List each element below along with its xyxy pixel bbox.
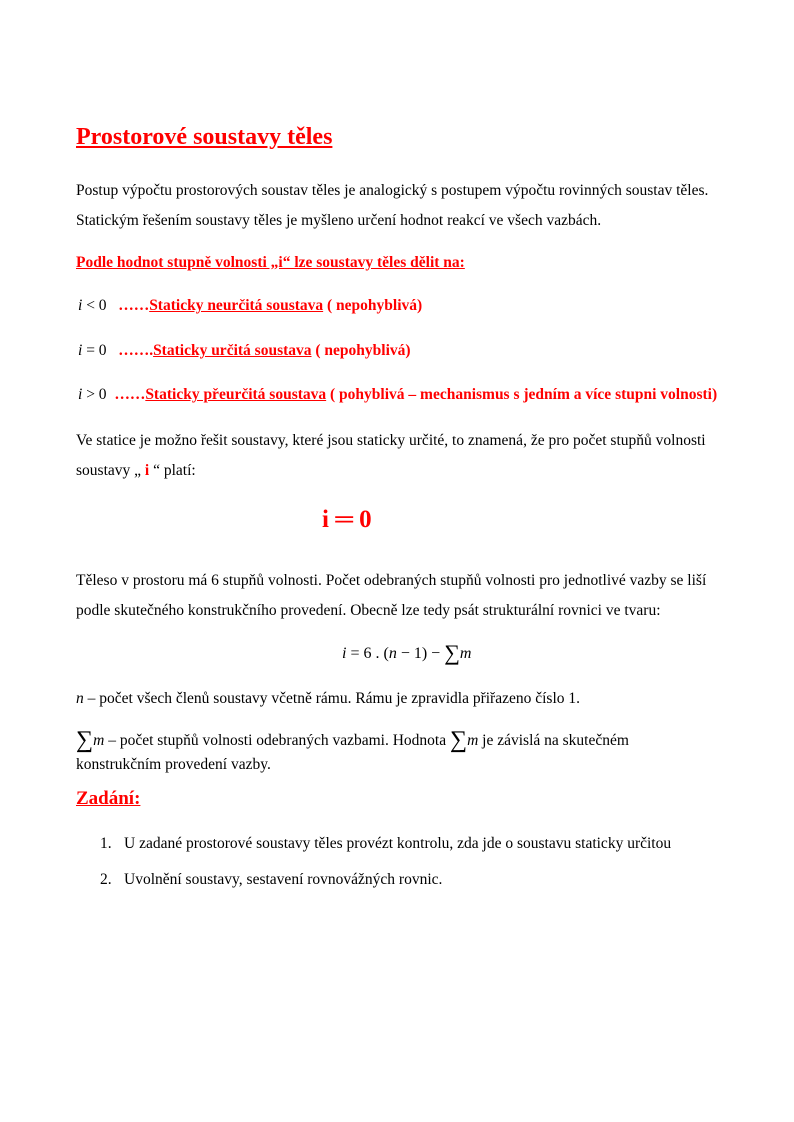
- case-description: ( nepohyblivá): [311, 342, 411, 359]
- dof-line-2: podle skutečného konstrukčního provedení. Obecně lze tedy psát strukturální rovnici ve tvaru:: [76, 602, 661, 619]
- definition-variable: n: [76, 690, 84, 707]
- definition-text: – počet všech členů soustavy včetně rámu. Rámu je zpravidla přiřazeno číslo 1.: [83, 690, 581, 707]
- formula-text: − 1) −: [396, 645, 445, 662]
- statics-variable: i: [144, 462, 150, 479]
- case-description: ( nepohyblivá): [323, 297, 423, 314]
- intro-paragraph: [76, 176, 708, 236]
- case-dots: ……: [118, 297, 150, 314]
- definition-text: je závislá na skutečném: [478, 732, 629, 749]
- dof-paragraph: [76, 566, 706, 626]
- definition-m-line-2: konstrukčním provedení vazby.: [76, 756, 271, 773]
- case-relation: < 0: [82, 297, 107, 314]
- definition-n: [76, 690, 580, 708]
- case-dots: ……: [114, 386, 146, 403]
- case-description: ( pohyblivá – mechanismus s jedním a více stupni volnosti): [326, 386, 718, 403]
- definition-variable: m: [467, 732, 479, 749]
- statics-line-2: [76, 456, 706, 486]
- task-item: [100, 835, 671, 853]
- case-condition: [78, 386, 107, 403]
- formula-m: m: [459, 645, 472, 662]
- task-text: Uvolnění soustavy, sestavení rovnovážných rovnic.: [124, 871, 443, 888]
- condition-variable: i: [322, 506, 329, 533]
- case-term: Staticky neurčitá soustava: [149, 297, 324, 314]
- case-dots: …….: [118, 342, 154, 359]
- formula-text: = 6 . (: [346, 645, 389, 662]
- intro-line-1: Postup výpočtu prostorových soustav těles je analogický s postupem výpočtu rovinných soustav těles.: [76, 182, 709, 199]
- task-number: 1.: [100, 835, 112, 852]
- statics-line-1: Ve statice je možno řešit soustavy, které jsou staticky určité, to znamená, že pro počet stupňů volnosti: [76, 432, 706, 449]
- determinacy-condition: [322, 506, 372, 534]
- condition-operator: ═: [335, 506, 353, 533]
- intro-line-2: Statickým řešením soustavy těles je myšleno určení hodnot reakcí ve všech vazbách.: [76, 212, 602, 229]
- formula-n: n: [388, 645, 397, 662]
- statics-text: “ platí:: [149, 462, 196, 479]
- case-variable: i: [78, 297, 83, 314]
- structural-equation: [342, 640, 471, 666]
- case-variable: i: [78, 386, 83, 403]
- case-relation: > 0: [82, 386, 107, 403]
- sigma-symbol: ∑: [76, 727, 94, 753]
- case-condition: [78, 297, 107, 314]
- definition-text: – počet stupňů volnosti odebraných vazbami. Hodnota: [104, 732, 450, 749]
- definition-m-line-1: [76, 728, 629, 753]
- statics-text: soustavy „: [76, 462, 145, 479]
- task-item: [100, 871, 442, 889]
- case-relation: = 0: [82, 342, 107, 359]
- sigma-symbol: ∑: [444, 640, 460, 665]
- task-text: U zadané prostorové soustavy těles provézt kontrolu, zda jde o soustavu staticky určitou: [124, 835, 672, 852]
- sigma-symbol: ∑: [449, 727, 468, 753]
- case-term: Staticky určitá soustava: [153, 342, 312, 359]
- definition-variable: m: [93, 732, 105, 749]
- task-number: 2.: [100, 871, 112, 888]
- condition-value: 0: [359, 506, 372, 533]
- case-term: Staticky přeurčitá soustava: [145, 386, 327, 403]
- case-overdeterminate: [78, 386, 717, 404]
- case-determinate: [78, 342, 411, 360]
- assignment-heading: Zadání:: [76, 788, 141, 809]
- statics-paragraph: [76, 426, 706, 486]
- page-title: Prostorové soustavy těles: [76, 124, 333, 150]
- classification-heading: Podle hodnot stupně volnosti „i“ lze soustavy těles dělit na:: [76, 254, 465, 271]
- formula-lhs: i: [342, 645, 347, 662]
- case-indeterminate: [78, 297, 422, 315]
- case-variable: i: [78, 342, 83, 359]
- definition-m: [76, 728, 629, 777]
- case-condition: [78, 342, 107, 359]
- dof-line-1: Těleso v prostoru má 6 stupňů volnosti. Počet odebraných stupňů volnosti pro jednotlivé vazby se liší: [76, 572, 707, 589]
